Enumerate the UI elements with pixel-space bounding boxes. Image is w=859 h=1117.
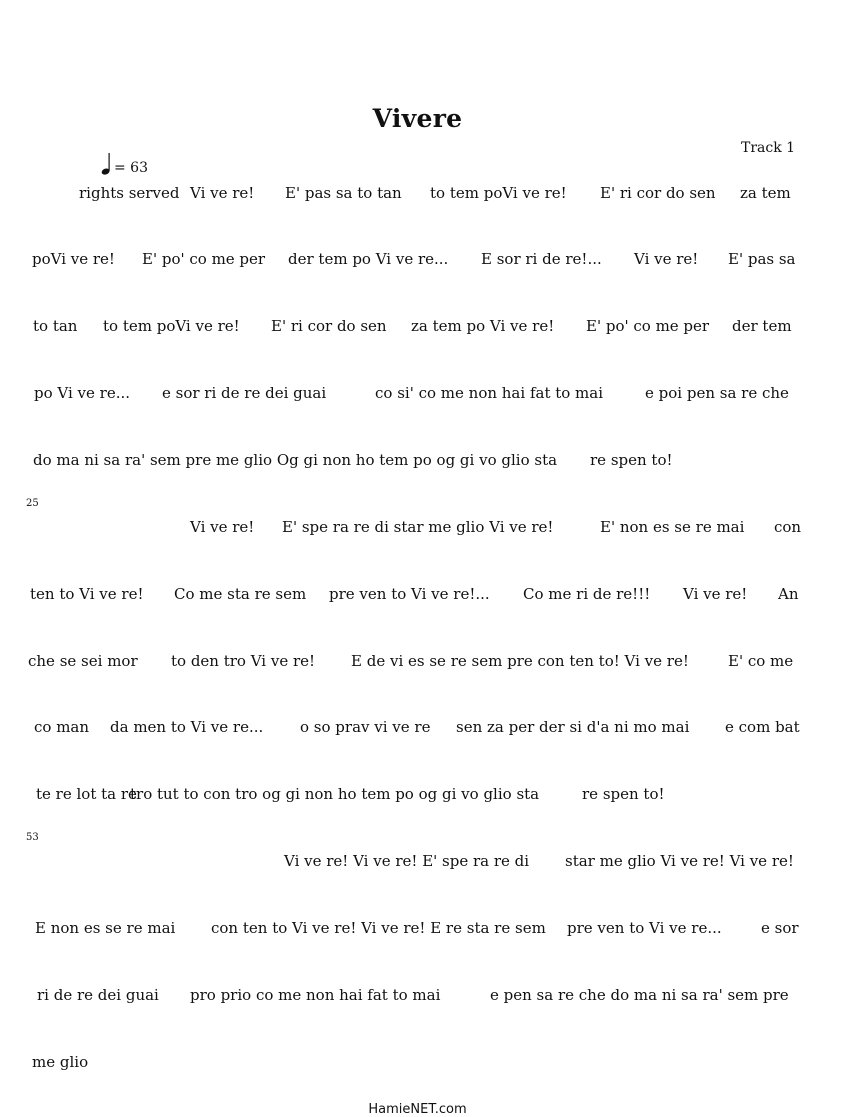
lyric-syllables: E' ri cor do sen xyxy=(600,184,716,202)
lyric-syllables: tro tut to con tro og gi non ho tem po og gi vo glio sta xyxy=(130,785,540,803)
lyric-syllables: Vi ve re! Vi ve re! E' spe ra re di xyxy=(284,852,530,870)
lyric-syllables: po Vi ve re... xyxy=(34,384,131,402)
lyric-syllables: E' non es se re mai xyxy=(600,518,745,536)
lyric-syllables: co si' co me non hai fat to mai xyxy=(375,384,604,402)
lyric-syllables: re spen to! xyxy=(590,451,673,469)
tempo-value: = 63 xyxy=(114,160,148,176)
lyric-syllables: to tem poVi ve re! xyxy=(430,184,567,202)
lyric-syllables: der tem po Vi ve re... xyxy=(288,250,449,268)
quarter-note-icon xyxy=(101,152,112,176)
lyric-syllables: E' po' co me per xyxy=(586,317,710,335)
lyric-syllables: E' co me xyxy=(728,652,794,670)
lyric-syllables: to den tro Vi ve re! xyxy=(171,652,316,670)
lyric-line xyxy=(0,652,859,672)
lyric-syllables: E' po' co me per xyxy=(142,250,266,268)
lyric-syllables: e pen sa re che do ma ni sa ra' sem pre xyxy=(490,986,789,1004)
lyric-line xyxy=(0,518,859,538)
lyric-syllables: te re lot ta re xyxy=(36,785,137,803)
lyric-syllables: poVi ve re! xyxy=(32,250,115,268)
lyric-line xyxy=(0,250,859,270)
lyric-syllables: der tem xyxy=(732,317,792,335)
lyric-line xyxy=(0,451,859,471)
lyric-syllables: star me glio Vi ve re! Vi ve re! xyxy=(565,852,794,870)
lyric-syllables: E' pas sa xyxy=(728,250,796,268)
lyric-syllables: ten to Vi ve re! xyxy=(30,585,144,603)
lyric-syllables: to tem poVi ve re! xyxy=(103,317,240,335)
song-title: Vivere xyxy=(372,104,463,133)
lyric-syllables: che se sei mor xyxy=(28,652,138,670)
lyric-syllables: za tem po Vi ve re! xyxy=(411,317,555,335)
lyric-syllables: Vi ve re! xyxy=(634,250,699,268)
measure-number-25: 25 xyxy=(26,498,39,509)
lyric-syllables: e com bat xyxy=(725,718,800,736)
lyric-syllables: Co me ri de re!!! xyxy=(523,585,651,603)
footer-credit: HamieNET.com xyxy=(368,1102,467,1117)
lyric-syllables: do ma ni sa ra' sem pre me glio Og gi non ho tem po og gi vo glio sta xyxy=(33,451,558,469)
lyric-syllables: sen za per der si d'a ni mo mai xyxy=(456,718,690,736)
lyric-syllables: Co me sta re sem xyxy=(174,585,307,603)
lyric-syllables: Vi ve re! xyxy=(683,585,748,603)
lyric-syllables: to tan xyxy=(33,317,78,335)
lyric-line xyxy=(0,986,859,1006)
lyric-syllables: An xyxy=(778,585,799,603)
lyric-line xyxy=(0,384,859,404)
lyric-syllables: E de vi es se re sem pre con ten to! Vi ve re! xyxy=(351,652,689,670)
lyric-syllables: co man xyxy=(34,718,90,736)
lyric-line xyxy=(0,785,859,805)
lyric-syllables: za tem xyxy=(740,184,791,202)
lyric-line xyxy=(0,317,859,337)
lyric-syllables: e sor xyxy=(761,919,799,937)
lyric-syllables: E sor ri de re!... xyxy=(481,250,602,268)
lyric-syllables: rights served xyxy=(79,184,180,202)
measure-number-53: 53 xyxy=(26,832,39,843)
lyric-syllables: re spen to! xyxy=(582,785,665,803)
lyric-syllables: ri de re dei guai xyxy=(37,986,159,1004)
tempo-marking xyxy=(101,152,148,176)
lyric-syllables: con xyxy=(774,518,802,536)
lyric-line xyxy=(0,919,859,939)
lyric-syllables: pro prio co me non hai fat to mai xyxy=(190,986,441,1004)
lyric-syllables: me glio xyxy=(32,1053,89,1071)
lyric-syllables: da men to Vi ve re... xyxy=(110,718,264,736)
lyric-syllables: Vi ve re! xyxy=(190,184,255,202)
lyric-syllables: pre ven to Vi ve re... xyxy=(567,919,722,937)
lyric-line xyxy=(0,585,859,605)
lyric-line xyxy=(0,718,859,738)
lyric-syllables: Vi ve re! xyxy=(190,518,255,536)
lyric-syllables: E non es se re mai xyxy=(35,919,176,937)
lyric-line xyxy=(0,1053,859,1073)
lyric-syllables: pre ven to Vi ve re!... xyxy=(329,585,490,603)
lyric-syllables: E' pas sa to tan xyxy=(285,184,402,202)
track-label: Track 1 xyxy=(741,140,796,156)
lyric-line xyxy=(0,184,859,204)
lyric-syllables: o so prav vi ve re xyxy=(300,718,431,736)
lyric-syllables: con ten to Vi ve re! Vi ve re! E re sta re sem xyxy=(211,919,546,937)
lyric-syllables: E' spe ra re di star me glio Vi ve re! xyxy=(282,518,554,536)
lyric-syllables: E' ri cor do sen xyxy=(271,317,387,335)
lyric-line xyxy=(0,852,859,872)
lyric-syllables: e sor ri de re dei guai xyxy=(162,384,327,402)
lyric-syllables: e poi pen sa re che xyxy=(645,384,789,402)
